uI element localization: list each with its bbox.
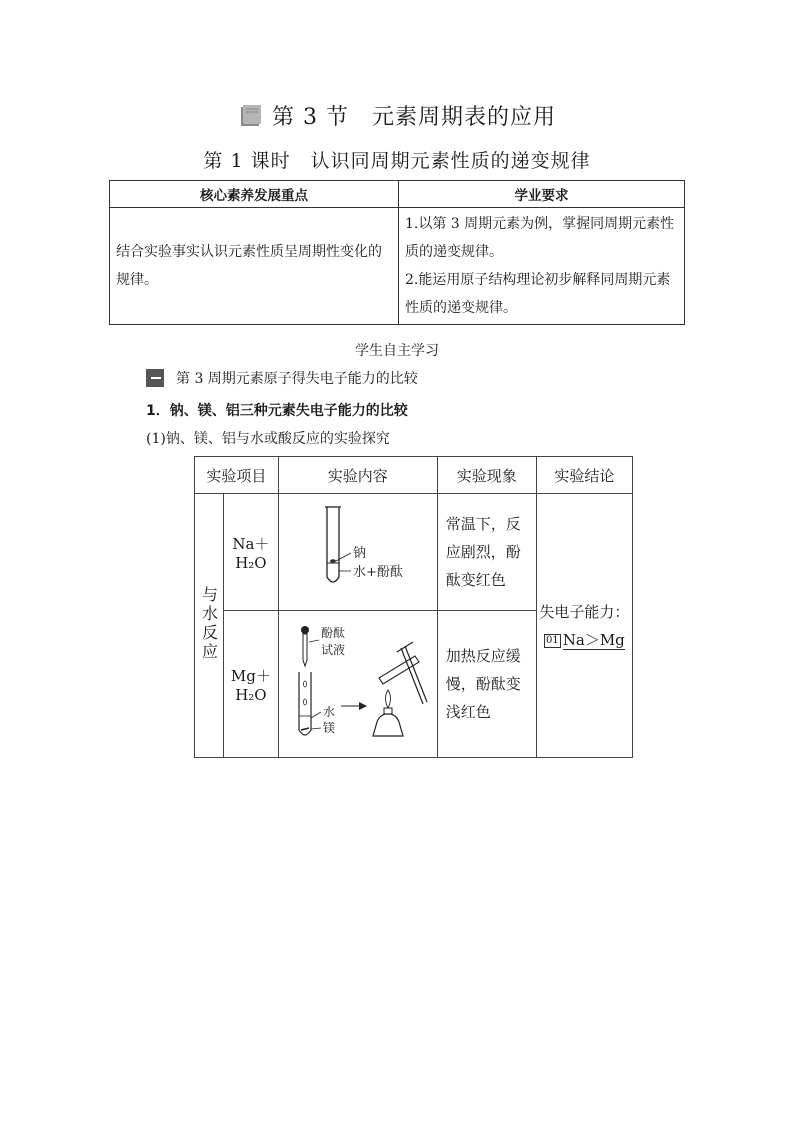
water-label: 水 [322,705,335,719]
point-1: 1．钠、镁、铝三种元素失电子能力的比较 [146,403,408,419]
conclusion-label: 失电子能力： [539,602,630,621]
na-apparatus-cell [278,494,437,611]
blank-number: 01 [546,634,559,646]
magnesium-label: 镁 [322,721,335,735]
core-literacy-text: 结合实验事实认识元素性质呈周期性变化的规律。 [110,208,399,325]
reactant-cell-mg [224,611,279,758]
reactant-na: Na＋ [232,534,270,553]
conclusion-value: Na＞Mg [562,630,625,649]
group-label-cell [195,494,224,758]
experiment-table [194,456,633,758]
requirement-item-1: 1.以第 3 周期元素为例，掌握同周期元素性质的递变规律。 [405,216,675,260]
conclusion-cell [536,494,632,758]
lesson-title: 第 1 课时 认识同周期元素性质的递变规律 [203,150,591,172]
test-solution-label: 试液 [320,643,345,657]
reactant-mg: Mg＋ [230,666,271,685]
header-item: 实验项目 [195,457,279,494]
group-label: 与水反应 [199,585,219,662]
test-tube-diagram [283,495,433,605]
topic-text: 第 3 周期元素原子得失电子能力的比较 [176,371,418,387]
requirement-item-2: 2.能运用原子结构理论初步解释同周期元素性质的递变规律。 [405,272,671,316]
header-phenomenon: 实验现象 [437,457,536,494]
header-conclusion: 实验结论 [536,457,632,494]
mg-heating-diagram [283,612,433,752]
topic-marker-icon [146,369,164,387]
book-icon [238,102,264,134]
mg-apparatus-cell [278,611,437,758]
mg-phenomenon: 加热反应缓慢，酚酞变浅红色 [437,611,536,758]
reactant-water-2: H₂O [235,685,267,704]
topic-row [146,368,418,388]
phenolphthalein-label: 酚酞 [320,626,345,640]
requirements-table [109,180,685,325]
academic-requirements-header: 学业要求 [399,181,685,208]
core-literacy-header: 核心素养发展重点 [110,181,399,208]
study-heading: 学生自主学习 [355,343,439,359]
reactant-cell-na [224,494,279,611]
reactant-water: H₂O [235,553,267,572]
section-title [0,100,794,134]
na-phenomenon: 常温下，反应剧烈，酚酞变红色 [437,494,536,611]
point-1-sub: (1)钠、镁、铝与水或酸反应的实验探究 [146,431,390,447]
section-title-text: 第 3 节 元素周期表的应用 [272,105,556,130]
sodium-label: 钠 [352,546,366,561]
academic-requirements-cell [399,208,685,325]
water-phenolphthalein-label: 水+酚酞 [352,565,403,580]
header-content: 实验内容 [278,457,437,494]
